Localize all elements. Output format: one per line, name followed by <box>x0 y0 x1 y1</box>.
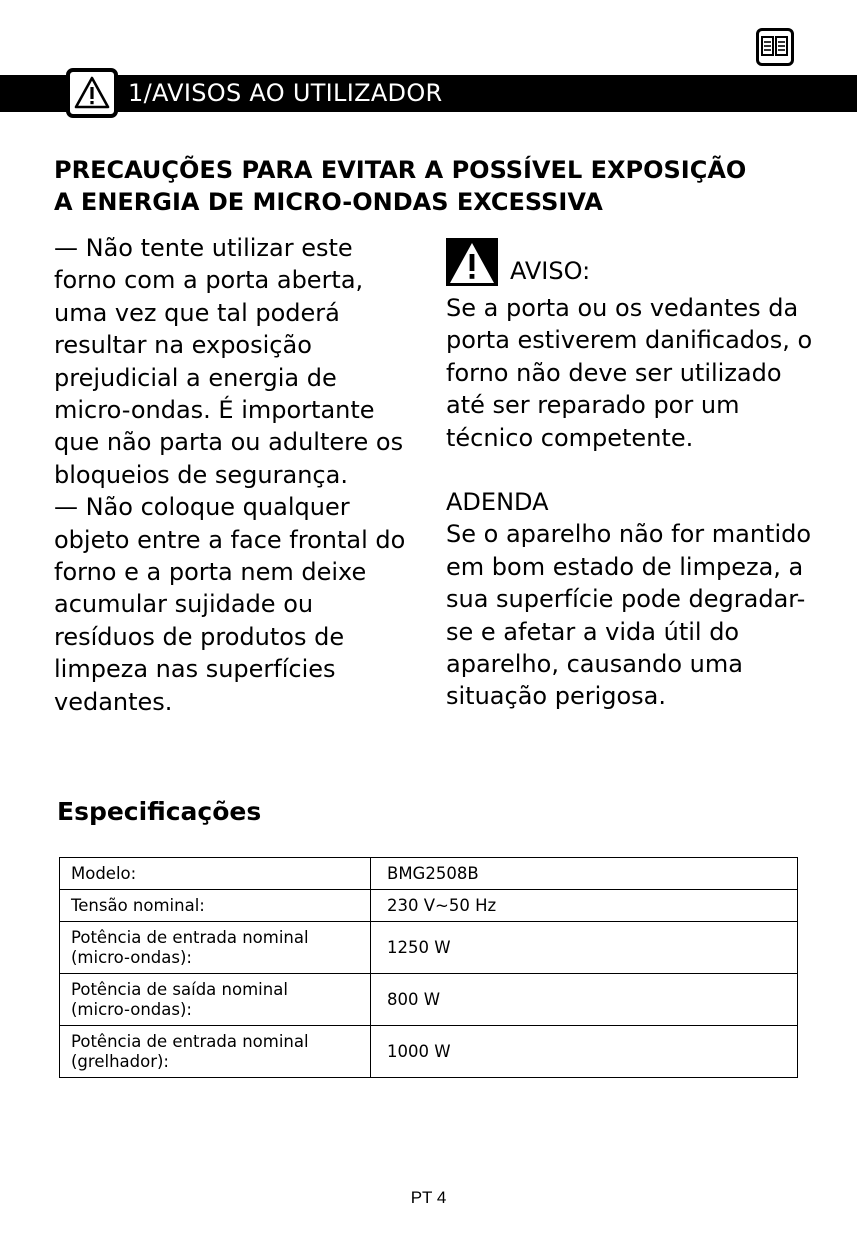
warning-label: AVISO: <box>510 257 591 285</box>
header-title: 1/AVISOS AO UTILIZADOR <box>128 79 443 107</box>
section-heading <box>54 154 814 218</box>
warning-text: Se a porta ou os vedantes da porta estiverem danificados, o forno não deve ser utilizado até ser reparado por um técnico competente. <box>446 294 813 452</box>
spec-label <box>60 1026 371 1078</box>
spec-value: 1000 W <box>371 1026 798 1078</box>
spec-value: 1250 W <box>371 922 798 974</box>
table-row <box>60 974 798 1026</box>
warning-icon <box>66 68 118 118</box>
spec-label: Modelo: <box>60 858 371 890</box>
table-row <box>60 1026 798 1078</box>
spec-value: 800 W <box>371 974 798 1026</box>
addendum-title: ADENDA <box>446 488 549 517</box>
left-column <box>54 232 416 718</box>
spec-label-line-2: (micro-ondas): <box>71 999 192 1019</box>
spec-label: Tensão nominal: <box>60 890 371 922</box>
spec-label-line-1: Potência de entrada nominal <box>71 927 309 947</box>
spec-value: BMG2508B <box>371 858 798 890</box>
spec-label <box>60 974 371 1026</box>
page-number: PT 4 <box>410 1188 447 1207</box>
spec-label-line-2: (micro-ondas): <box>71 947 192 967</box>
spec-label <box>60 922 371 974</box>
addendum-text: Se o aparelho não for mantido em bom estado de limpeza, a sua superfície pode degradar-se e afetar a vida útil do aparelho, causando uma situação perigosa. <box>446 520 812 711</box>
spec-label-line-1: Potência de entrada nominal <box>71 1031 309 1051</box>
right-column <box>446 292 816 713</box>
warning-triangle-icon <box>446 238 498 286</box>
heading-line-1: PRECAUÇÕES PARA EVITAR A POSSÍVEL EXPOSIÇÃO <box>54 156 747 184</box>
spec-label-line-1: Potência de saída nominal <box>71 979 288 999</box>
table-row <box>60 858 798 890</box>
table-row <box>60 922 798 974</box>
table-row <box>60 890 798 922</box>
specs-table <box>59 857 798 1078</box>
spec-value: 230 V~50 Hz <box>371 890 798 922</box>
precaution-paragraph-1: — Não tente utilizar este forno com a porta aberta, uma vez que tal poderá resultar na exposição prejudicial a energia de micro-ondas. É importante que não parta ou adultere os bloqueios de segurança. <box>54 234 404 489</box>
manual-icon <box>756 28 794 66</box>
specs-heading: Especificações <box>57 797 262 826</box>
warning-heading <box>446 236 590 286</box>
precaution-paragraph-2: — Não coloque qualquer objeto entre a face frontal do forno e a porta nem deixe acumular sujidade ou resíduos de produtos de limpeza nas superfícies vedantes. <box>54 493 406 716</box>
spec-label-line-2: (grelhador): <box>71 1051 169 1071</box>
heading-line-2: A ENERGIA DE MICRO-ONDAS EXCESSIVA <box>54 188 603 216</box>
